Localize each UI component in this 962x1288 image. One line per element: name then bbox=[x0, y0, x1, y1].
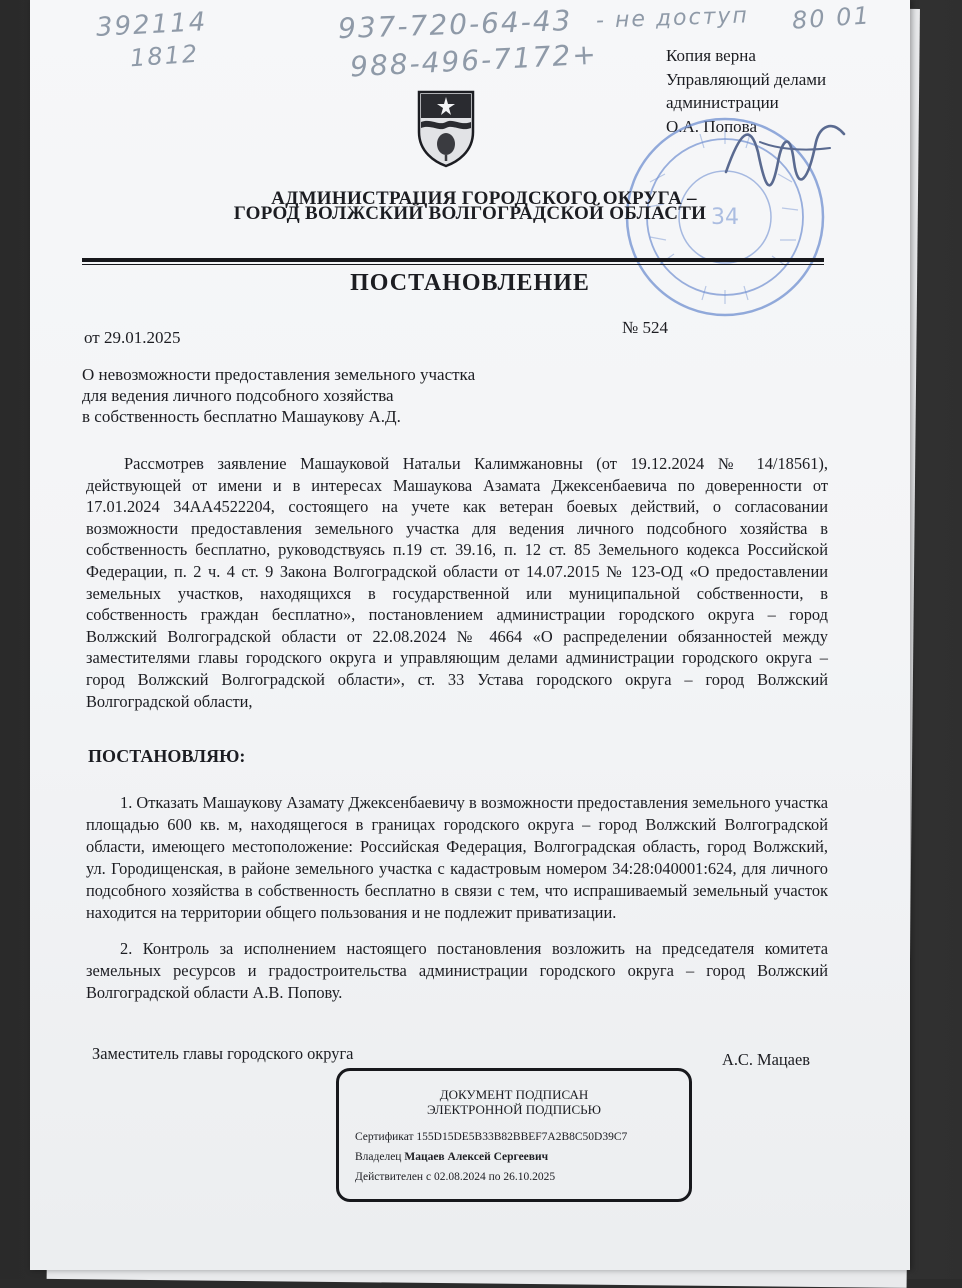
signer-position: Заместитель главы городского округа bbox=[92, 1044, 354, 1063]
document-type-title: ПОСТАНОВЛЕНИЕ bbox=[350, 270, 590, 296]
esign-certificate bbox=[355, 1131, 627, 1143]
esign-valid-to-label: по bbox=[488, 1171, 501, 1183]
copy-note-line: администрации bbox=[666, 93, 779, 112]
subject-line: в собственность бесплатно Машаукову А.Д. bbox=[82, 407, 401, 426]
subject-line: для ведения личного подсобного хозяйства bbox=[82, 386, 394, 405]
esign-owner-value: Мацаев Алексей Сергеевич bbox=[404, 1151, 549, 1163]
esign-cert-value: 155D15DE5B33B82BBEF7A2B8C50D39C7 bbox=[416, 1131, 628, 1143]
handwritten-note: 80 01 bbox=[791, 1, 872, 35]
esign-owner-label: Владелец bbox=[355, 1151, 402, 1163]
date-value: 29.01.2025 bbox=[103, 328, 181, 347]
date-label: от bbox=[84, 328, 100, 347]
document-page bbox=[30, 0, 910, 1270]
document-number bbox=[622, 318, 668, 338]
esign-cert-label: Сертификат bbox=[355, 1131, 414, 1143]
header-divider-thick bbox=[82, 258, 824, 262]
number-value: 524 bbox=[642, 318, 668, 337]
handwritten-phone: 937-720-64-43 bbox=[337, 3, 573, 46]
copy-note-line: О.А. Попова bbox=[666, 116, 758, 136]
subject-line: О невозможности предоставления земельного участка bbox=[82, 365, 476, 384]
copy-note-line: Копия верна bbox=[666, 46, 756, 65]
esign-title-line-2: ЭЛЕКТРОННОЙ ПОДПИСЬЮ bbox=[427, 1102, 601, 1117]
signer-name: А.С. Мацаев bbox=[722, 1050, 810, 1069]
handwritten-note: - не доступ bbox=[595, 3, 750, 34]
organization-name-line-2: ГОРОД ВОЛЖСКИЙ ВОЛГОГРАДСКОЙ ОБЛАСТИ bbox=[233, 203, 707, 224]
header-divider-thin bbox=[82, 264, 824, 265]
copy-note-line: Управляющий делами bbox=[666, 69, 827, 89]
esign-valid-to: 26.10.2025 bbox=[503, 1171, 556, 1183]
handwritten-phone: 988-496-7172+ bbox=[349, 37, 599, 84]
esign-owner bbox=[355, 1151, 548, 1163]
electronic-signature-stamp bbox=[336, 1068, 692, 1202]
esign-validity bbox=[355, 1171, 555, 1183]
city-coat-of-arms-icon bbox=[415, 88, 477, 168]
preamble-paragraph: Рассмотрев заявление Машауковой Натальи Калимжановны (от 19.12.2024 № 14/18561), действующей от имени и в интересах Машаукова Азамата Джексенбаевича по доверенности от 17.01.2024 34АА4522204, состоящего на учете как ветеран боевых действий, о согласовании возможности предоставления земельного участка для ведения личного подсобного хозяйства в собственность бесплатно, руководствуясь п.19 ст. 39.16, п. 12 ст. 85 Земельного кодекса Российской Федерации, п. 2 ч. 4 ст. 9 Закона Волгоградской области от 14.07.2015 № 123-ОД «О предоставлении земельных участков, находящихся в государственной или муниципальной собственности, в собственность граждан бесплатно», постановлением администрации городского округа – город Волжский Волгоградской области от 22.08.2024 № 4664 «О распределении обязанностей между заместителями главы городского округа и управляющим делами администрации городского округа – город Волжский Волгоградской области», ст. 33 Устава городского округа – город Волжский Волгоградской области, bbox=[86, 454, 828, 711]
handwritten-note: 1812 bbox=[129, 39, 200, 73]
organization-name-line-1: АДМИНИСТРАЦИЯ ГОРОДСКОГО ОКРУГА – bbox=[271, 188, 697, 209]
svg-text:34: 34 bbox=[711, 205, 739, 230]
esign-title-line-1: ДОКУМЕНТ ПОДПИСАН bbox=[439, 1087, 589, 1102]
number-label: № bbox=[622, 318, 639, 337]
document-date bbox=[84, 328, 180, 348]
esign-valid-from: 02.08.2024 bbox=[433, 1171, 486, 1183]
resolution-item-2: 2. Контроль за исполнением настоящего постановления возложить на председателя комитета земельных ресурсов и градостроительства администрации городского округа – город Волжский Волгоградской области А.В. Попову. bbox=[86, 939, 828, 1002]
resolution-item-1: 1. Отказать Машаукову Азамату Джексенбаевичу в возможности предоставления земельного участка площадью 600 кв. м, находящегося в границах городского округа – город Волжский Волгоградской области, имеющего местоположение: Российская Федерация, Волгоградская область, город Волжский, ул. Городищенская, в районе земельного участка с кадастровым номером 34:28:040001:624, для личного подсобного хозяйства в собственность бесплатно в связи с тем, что испрашиваемый земельный участок находится на территории общего пользования и не подлежит приватизации. bbox=[86, 793, 828, 922]
handwritten-note: 392114 bbox=[95, 7, 208, 43]
resolve-heading: ПОСТАНОВЛЯЮ: bbox=[88, 746, 246, 766]
document-subject bbox=[82, 364, 475, 427]
esign-valid-label: Действителен с bbox=[355, 1171, 432, 1183]
